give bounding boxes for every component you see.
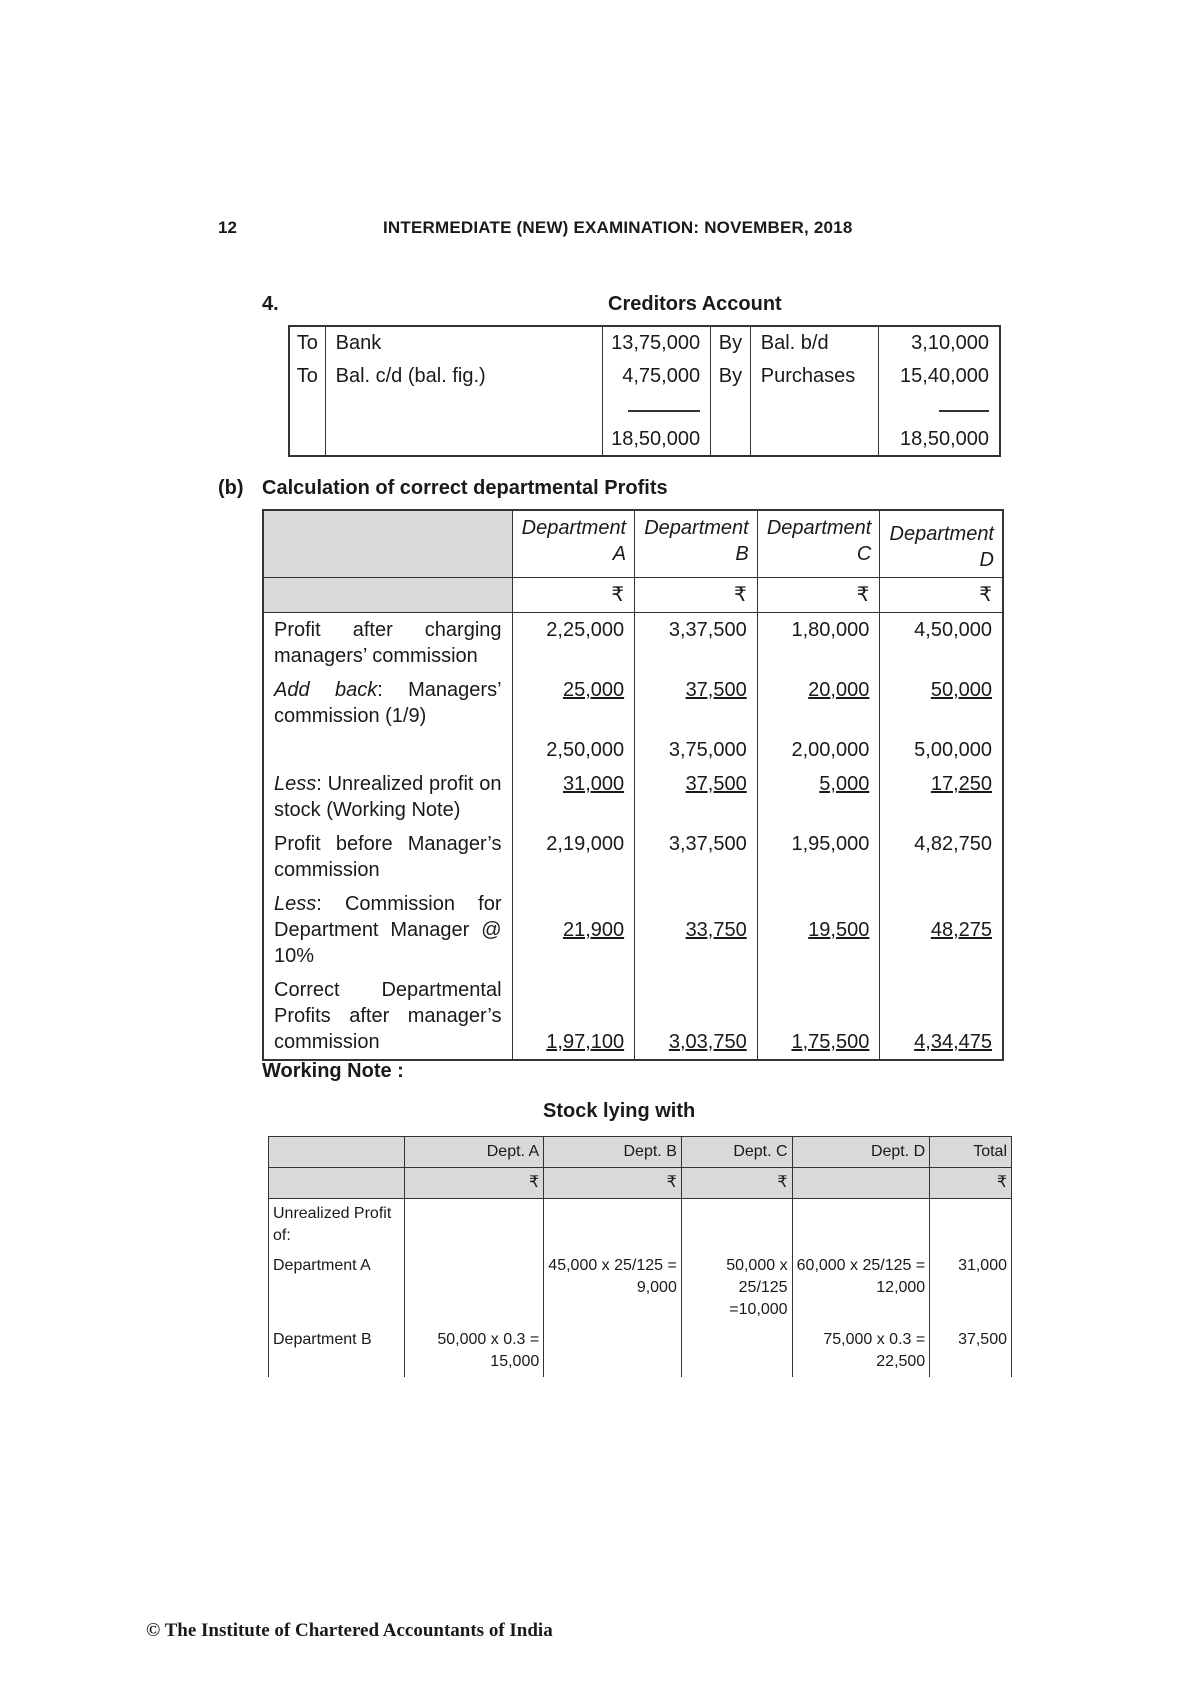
row-label: Correct Departmental Profits after manager’s commission bbox=[263, 973, 512, 1060]
table-row bbox=[263, 673, 1003, 733]
part-title: Calculation of correct departmental Profits bbox=[262, 477, 668, 499]
currency-symbol: ₹ bbox=[635, 578, 758, 613]
value-cell: 1,97,100 bbox=[512, 973, 635, 1060]
value-cell: 45,000 x 25/125 = 9,000 bbox=[544, 1251, 682, 1325]
value-cell: 60,000 x 25/125 = 12,000 bbox=[792, 1251, 930, 1325]
copyright-footer: © The Institute of Chartered Accountants of India bbox=[146, 1620, 553, 1641]
value-cell: 31,000 bbox=[930, 1251, 1012, 1325]
ledger-amount: 3,10,000 bbox=[878, 326, 1000, 360]
header-blank bbox=[263, 510, 512, 578]
table-row bbox=[263, 613, 1003, 674]
value-cell: 3,75,000 bbox=[635, 733, 758, 767]
currency-symbol: ₹ bbox=[930, 1168, 1012, 1199]
column-header: Department D bbox=[880, 510, 1003, 578]
ledger-amount: 13,75,000 bbox=[603, 326, 711, 360]
value-cell: 2,00,000 bbox=[757, 733, 880, 767]
header-blank bbox=[269, 1137, 405, 1168]
value-cell: 50,000 x 25/125 =10,000 bbox=[681, 1251, 792, 1325]
value-cell: 2,25,000 bbox=[512, 613, 635, 674]
row-label: Department A bbox=[269, 1251, 405, 1325]
section-row bbox=[269, 1199, 1012, 1252]
creditors-account-table bbox=[288, 325, 1001, 457]
value-cell: 25,000 bbox=[512, 673, 635, 733]
departmental-profits-table bbox=[262, 509, 1004, 1061]
ledger-amount: 15,40,000 bbox=[878, 360, 1000, 393]
value-cell bbox=[544, 1325, 682, 1377]
ledger-particular: Bank bbox=[325, 326, 603, 360]
currency-symbol: ₹ bbox=[757, 578, 880, 613]
section-label: Unrealized Profit of: bbox=[269, 1199, 405, 1252]
row-label: Less: Commission for Department Manager @ 10% bbox=[263, 887, 512, 973]
row-label: Profit before Manager’s commission bbox=[263, 827, 512, 887]
table-row bbox=[269, 1325, 1012, 1377]
value-cell: 48,275 bbox=[880, 887, 1003, 973]
value-cell: 5,000 bbox=[757, 767, 880, 827]
working-note-title: Working Note : bbox=[262, 1060, 404, 1082]
column-header: Dept. D bbox=[792, 1137, 930, 1168]
value-cell: 1,95,000 bbox=[757, 827, 880, 887]
value-cell: 19,500 bbox=[757, 887, 880, 973]
currency-row bbox=[263, 578, 1003, 613]
column-header-row bbox=[269, 1137, 1012, 1168]
table-row bbox=[263, 733, 1003, 767]
ledger-amount: 4,75,000 bbox=[603, 360, 711, 393]
row-label: Less: Unrealized profit on stock (Working Note) bbox=[263, 767, 512, 827]
total-credit: 18,50,000 bbox=[900, 428, 989, 450]
total-debit: 18,50,000 bbox=[611, 428, 701, 450]
total-rule bbox=[628, 410, 700, 412]
column-header: Total bbox=[930, 1137, 1012, 1168]
value-cell: 4,50,000 bbox=[880, 613, 1003, 674]
currency-symbol: ₹ bbox=[880, 578, 1003, 613]
table-row bbox=[269, 1251, 1012, 1325]
value-cell: 50,000 bbox=[880, 673, 1003, 733]
value-cell bbox=[681, 1325, 792, 1377]
value-cell: 37,500 bbox=[635, 673, 758, 733]
currency-symbol: ₹ bbox=[512, 578, 635, 613]
table-row bbox=[263, 887, 1003, 973]
table-row bbox=[263, 973, 1003, 1060]
value-cell: 1,80,000 bbox=[757, 613, 880, 674]
column-header: Department B bbox=[635, 510, 758, 578]
value-cell bbox=[404, 1251, 544, 1325]
ledger-prefix: To bbox=[289, 360, 325, 393]
table-row bbox=[263, 827, 1003, 887]
ledger-prefix: To bbox=[289, 326, 325, 360]
ledger-total-row bbox=[289, 393, 1000, 456]
value-cell: 3,37,500 bbox=[635, 827, 758, 887]
column-header: Dept. C bbox=[681, 1137, 792, 1168]
currency-symbol: ₹ bbox=[544, 1168, 682, 1199]
table-row bbox=[263, 767, 1003, 827]
running-header: INTERMEDIATE (NEW) EXAMINATION: NOVEMBER, 2018 bbox=[383, 218, 853, 237]
value-cell: 1,75,500 bbox=[757, 973, 880, 1060]
value-cell: 17,250 bbox=[880, 767, 1003, 827]
value-cell: 50,000 x 0.3 = 15,000 bbox=[404, 1325, 544, 1377]
total-rule bbox=[939, 410, 989, 412]
value-cell: 2,50,000 bbox=[512, 733, 635, 767]
part-label: (b) bbox=[218, 477, 244, 499]
row-label: Add back: Managers’ commission (1/9) bbox=[263, 673, 512, 733]
column-header: Dept. A bbox=[404, 1137, 544, 1168]
currency-symbol: ₹ bbox=[404, 1168, 544, 1199]
value-cell: 33,750 bbox=[635, 887, 758, 973]
ledger-particular: Purchases bbox=[750, 360, 878, 393]
currency-row bbox=[269, 1168, 1012, 1199]
ledger-row bbox=[289, 326, 1000, 360]
value-cell: 37,500 bbox=[635, 767, 758, 827]
currency-symbol: ₹ bbox=[681, 1168, 792, 1199]
creditors-account-title: Creditors Account bbox=[608, 293, 782, 315]
value-cell: 5,00,000 bbox=[880, 733, 1003, 767]
ledger-prefix: By bbox=[711, 360, 751, 393]
page-number: 12 bbox=[218, 218, 237, 237]
value-cell: 75,000 x 0.3 = 22,500 bbox=[792, 1325, 930, 1377]
row-label bbox=[263, 733, 512, 767]
column-header: Department C bbox=[757, 510, 880, 578]
value-cell: 2,19,000 bbox=[512, 827, 635, 887]
value-cell: 3,03,750 bbox=[635, 973, 758, 1060]
stock-lying-with-table bbox=[268, 1136, 1012, 1377]
ledger-prefix: By bbox=[711, 326, 751, 360]
question-number: 4. bbox=[262, 293, 279, 315]
column-header-row bbox=[263, 510, 1003, 578]
value-cell: 20,000 bbox=[757, 673, 880, 733]
row-label: Profit after charging managers’ commission bbox=[263, 613, 512, 674]
ledger-row bbox=[289, 360, 1000, 393]
column-header: Department A bbox=[512, 510, 635, 578]
value-cell: 3,37,500 bbox=[635, 613, 758, 674]
row-label: Department B bbox=[269, 1325, 405, 1377]
value-cell: 21,900 bbox=[512, 887, 635, 973]
ledger-particular: Bal. b/d bbox=[750, 326, 878, 360]
value-cell: 37,500 bbox=[930, 1325, 1012, 1377]
stock-table-title: Stock lying with bbox=[543, 1100, 696, 1122]
value-cell: 4,34,475 bbox=[880, 973, 1003, 1060]
value-cell: 4,82,750 bbox=[880, 827, 1003, 887]
value-cell: 31,000 bbox=[512, 767, 635, 827]
column-header: Dept. B bbox=[544, 1137, 682, 1168]
ledger-particular: Bal. c/d (bal. fig.) bbox=[325, 360, 603, 393]
